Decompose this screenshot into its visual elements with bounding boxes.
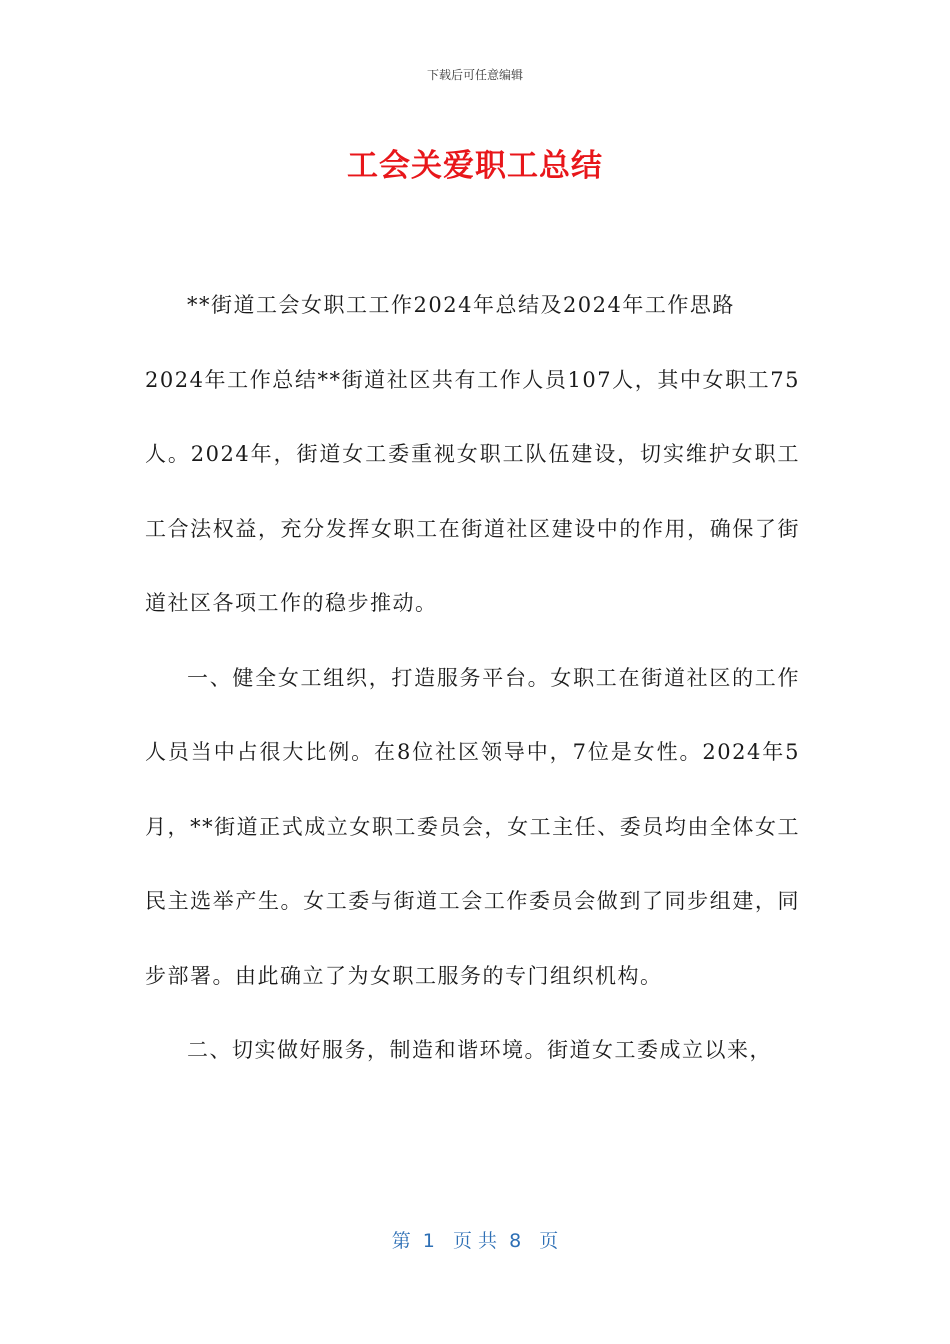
- download-note: 下载后可任意编辑: [426, 68, 523, 82]
- paragraph-summary: 2024年工作总结**街道社区共有工作人员107人，其中女职工75人。2024年，街道女工委重视女职工队伍建设，切实维护女职工工合法权益，充分发挥女职工在街道社区建设中的作用，确保了街道社区各项工作的稳步推动。: [145, 367, 800, 615]
- document-body: [145, 268, 800, 1088]
- page-number: 第 1 页 共 8 页: [391, 1230, 559, 1252]
- paragraph-section-1: 一、健全女工组织，打造服务平台。女职工在街道社区的工作人员当中占很大比例。在8位社区领导中，7位是女性。2024年5月，**街道正式成立女职工委员会，女工主任、委员均由全体女工民主选举产生。女工委与街道工会工作委员会做到了同步组建，同步部署。由此确立了为女职工服务的专门组织机构。: [145, 665, 800, 988]
- paragraph-heading: **街道工会女职工工作2024年总结及2024年工作思路: [187, 293, 735, 317]
- paragraph-section-2: 二、切实做好服务，制造和谐环境。街道女工委成立以来，: [187, 1038, 772, 1062]
- document-title: 工会关爱职工总结: [347, 148, 603, 184]
